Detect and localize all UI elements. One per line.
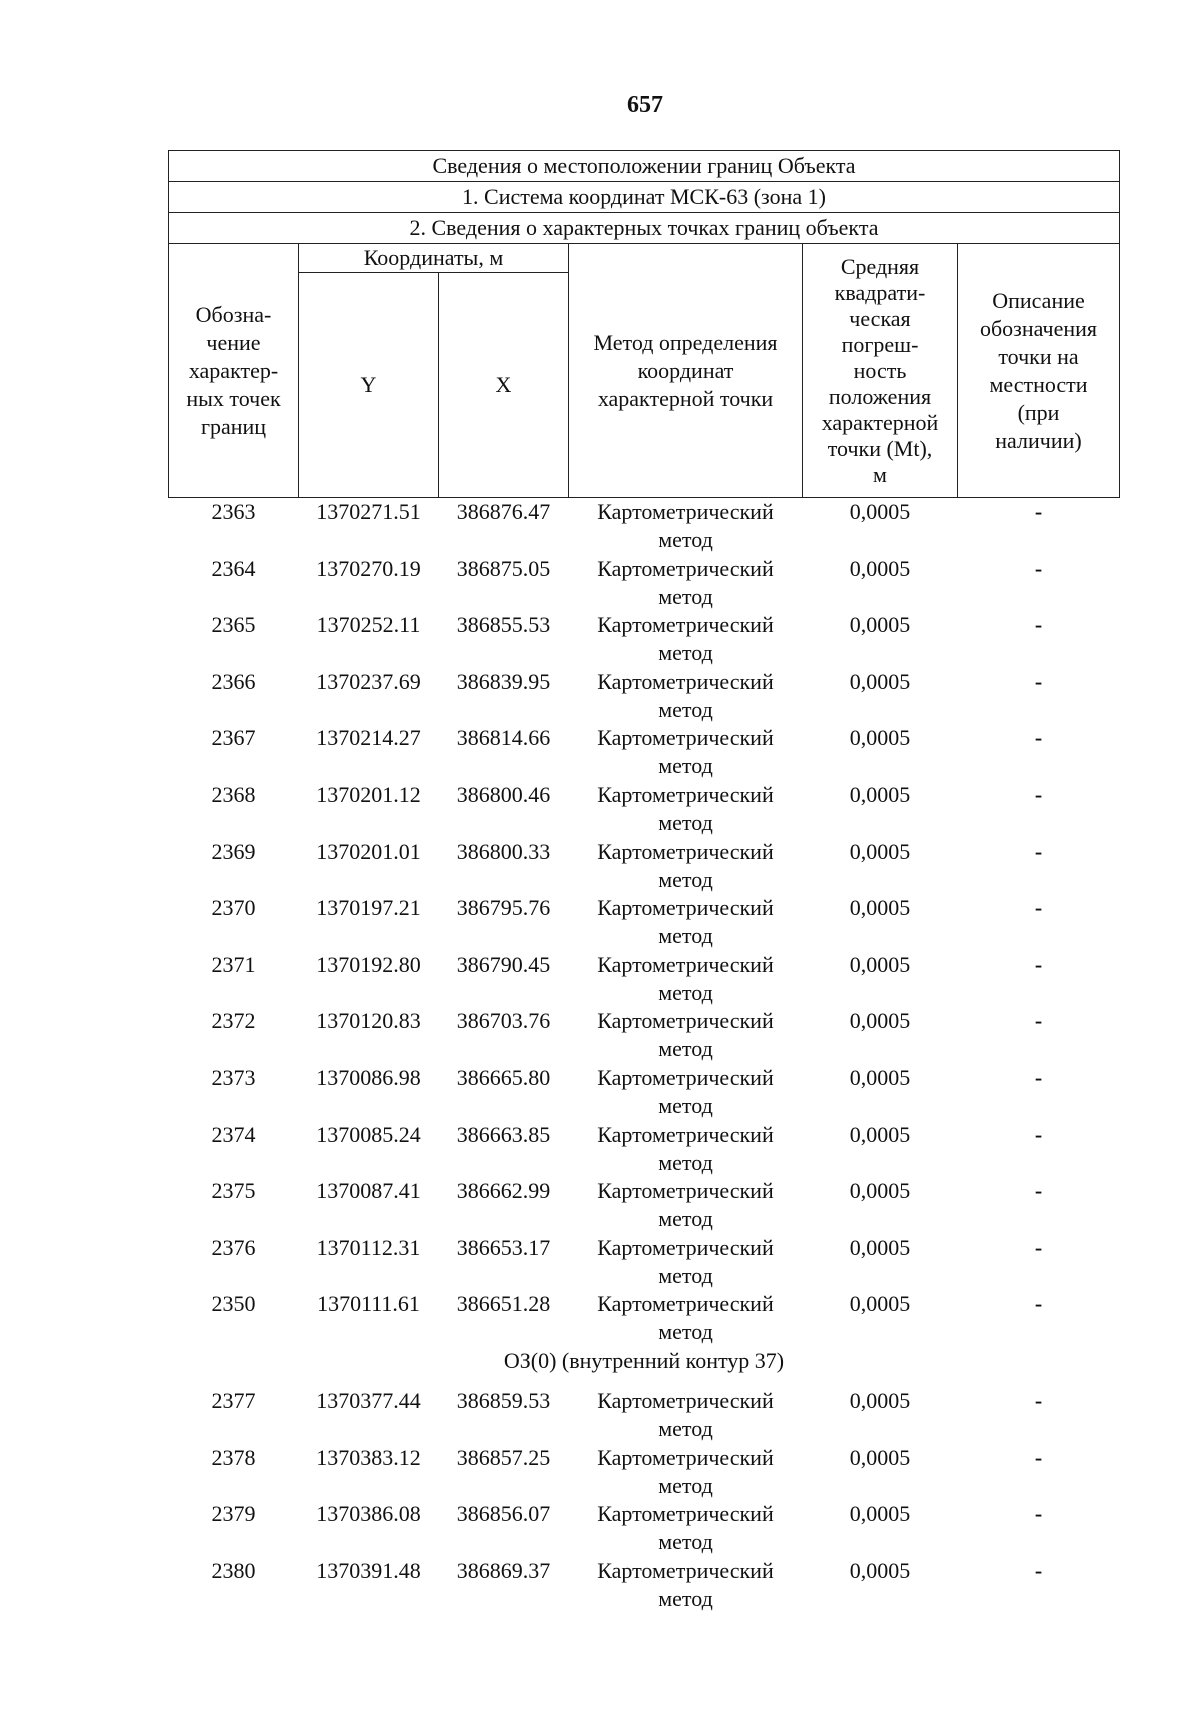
cell-method: Картометрический метод [597, 1387, 774, 1441]
cell-desc: - [1034, 612, 1043, 638]
cell-x: 386703.76 [456, 1008, 551, 1034]
header-description: Описание обозначения точки на местности (при наличии) [958, 244, 1120, 498]
cell-point: 2368 [211, 781, 256, 807]
table-row [169, 838, 1120, 895]
cell-y: 1370086.98 [316, 1064, 421, 1090]
cell-method: Картометрический метод [597, 1234, 774, 1288]
cell-method: Картометрический метод [597, 555, 774, 609]
cell-point: 2363 [211, 499, 256, 524]
cell-mt: 0,0005 [849, 1121, 911, 1147]
cell-y: 1370087.41 [316, 1178, 421, 1204]
table-row [169, 1177, 1120, 1234]
cell-mt: 0,0005 [849, 895, 911, 921]
cell-mt: 0,0005 [849, 1064, 911, 1090]
cell-method: Картометрический метод [597, 1501, 774, 1555]
coordinate-system-title: 1. Система координат МСК-63 (зона 1) [169, 182, 1120, 213]
cell-x: 386839.95 [456, 668, 551, 694]
cell-y: 1370214.27 [316, 725, 421, 751]
cell-method: Картометрический метод [597, 781, 774, 835]
cell-desc: - [1034, 1234, 1043, 1260]
cell-y: 1370120.83 [316, 1008, 421, 1034]
table-row [169, 668, 1120, 725]
table-row [169, 951, 1120, 1008]
cell-x: 386800.46 [456, 781, 551, 807]
cell-mt: 0,0005 [849, 951, 911, 977]
table-header [169, 151, 1120, 498]
cell-method: Картометрический метод [597, 612, 774, 666]
cell-mt: 0,0005 [849, 1444, 911, 1470]
cell-mt: 0,0005 [849, 1557, 911, 1583]
cell-x: 386653.17 [456, 1234, 551, 1260]
cell-x: 386662.99 [456, 1178, 551, 1204]
cell-desc: - [1034, 1387, 1043, 1413]
cell-x: 386869.37 [456, 1557, 551, 1583]
cell-mt: 0,0005 [849, 1234, 911, 1260]
cell-point: 2375 [211, 1178, 256, 1204]
cell-y: 1370111.61 [317, 1291, 420, 1317]
cell-x: 386651.28 [456, 1291, 551, 1317]
cell-point: 2366 [211, 668, 256, 694]
cell-y: 1370197.21 [316, 895, 421, 921]
cell-point: 2377 [211, 1387, 256, 1413]
cell-y: 1370201.12 [316, 781, 421, 807]
cell-x: 386663.85 [456, 1121, 551, 1147]
header-x: X [439, 273, 569, 498]
cell-method: Картометрический метод [597, 725, 774, 779]
cell-y: 1370383.12 [316, 1444, 421, 1470]
cell-y: 1370085.24 [316, 1121, 421, 1147]
cell-point: 2365 [211, 612, 256, 638]
cell-mt: 0,0005 [849, 1291, 911, 1317]
table-title: Сведения о местоположении границ Объекта [169, 151, 1120, 182]
cell-point: 2371 [211, 951, 256, 977]
table-row [169, 498, 1120, 555]
cell-method: Картометрический метод [597, 1008, 774, 1062]
cell-desc: - [1034, 838, 1043, 864]
cell-x: 386800.33 [456, 838, 551, 864]
header-accuracy: Средняя квадрати- ческая погреш- ность положения характерной точки (Mt), м [803, 244, 958, 498]
table-row [169, 1290, 1120, 1347]
cell-desc: - [1034, 1008, 1043, 1034]
cell-mt: 0,0005 [849, 838, 911, 864]
page-number: 657 [627, 92, 663, 118]
cell-y: 1370386.08 [316, 1501, 421, 1527]
table-row [169, 1007, 1120, 1064]
cell-x: 386855.53 [456, 612, 551, 638]
table-row [169, 1557, 1120, 1614]
cell-desc: - [1034, 895, 1043, 921]
cell-mt: 0,0005 [849, 668, 911, 694]
cell-x: 386790.45 [456, 951, 551, 977]
cell-method: Картометрический метод [597, 499, 774, 552]
cell-method: Картометрический метод [597, 1178, 774, 1232]
cell-mt: 0,0005 [849, 1008, 911, 1034]
cell-method: Картометрический метод [597, 668, 774, 722]
cell-point: 2350 [211, 1291, 256, 1317]
cell-y: 1370192.80 [316, 951, 421, 977]
table-row [169, 1064, 1120, 1121]
cell-desc: - [1034, 1291, 1043, 1317]
cell-desc: - [1034, 499, 1043, 524]
cell-y: 1370377.44 [316, 1387, 421, 1413]
cell-method: Картометрический метод [597, 1291, 774, 1345]
cell-x: 386857.25 [456, 1444, 551, 1470]
table-row [169, 1387, 1120, 1444]
cell-point: 2364 [211, 555, 256, 581]
points-section-title: 2. Сведения о характерных точках границ объекта [169, 213, 1120, 244]
cell-desc: - [1034, 1064, 1043, 1090]
cell-point: 2380 [211, 1557, 256, 1583]
cell-mt: 0,0005 [849, 1501, 911, 1527]
cell-method: Картометрический метод [597, 1444, 774, 1498]
cell-point: 2372 [211, 1008, 256, 1034]
cell-y: 1370252.11 [316, 612, 421, 638]
cell-desc: - [1034, 725, 1043, 751]
cell-x: 386859.53 [456, 1387, 551, 1413]
cell-point: 2378 [211, 1444, 256, 1470]
table-row [169, 781, 1120, 838]
cell-desc: - [1034, 1121, 1043, 1147]
cell-y: 1370391.48 [316, 1557, 421, 1583]
header-method: Метод определения координат характерной точки [569, 244, 803, 498]
cell-desc: - [1034, 555, 1043, 581]
cell-x: 386795.76 [456, 895, 551, 921]
cell-mt: 0,0005 [849, 612, 911, 638]
section-title: ОЗ(0) (внутренний контур 37) [503, 1347, 785, 1373]
cell-x: 386665.80 [456, 1064, 551, 1090]
cell-point: 2379 [211, 1501, 256, 1527]
cell-mt: 0,0005 [849, 1387, 911, 1413]
table-row [169, 894, 1120, 951]
cell-y: 1370271.51 [316, 499, 421, 524]
cell-mt: 0,0005 [849, 781, 911, 807]
cell-method: Картометрический метод [597, 1064, 774, 1118]
table-row [169, 1500, 1120, 1557]
cell-point: 2370 [211, 895, 256, 921]
cell-mt: 0,0005 [849, 499, 911, 524]
cell-point: 2367 [211, 725, 256, 751]
table-row [169, 1444, 1120, 1501]
table-row [169, 1121, 1120, 1178]
boundary-points-table [168, 150, 1120, 1613]
table-body [169, 498, 1120, 1614]
cell-y: 1370201.01 [316, 838, 421, 864]
cell-point: 2369 [211, 838, 256, 864]
cell-x: 386875.05 [456, 555, 551, 581]
cell-mt: 0,0005 [849, 1178, 911, 1204]
cell-desc: - [1034, 1501, 1043, 1527]
header-point-designation: Обозна- чение характер- ных точек границ [169, 244, 299, 498]
cell-desc: - [1034, 1444, 1043, 1470]
table-row [169, 611, 1120, 668]
cell-method: Картометрический метод [597, 1557, 774, 1611]
table-row [169, 555, 1120, 612]
cell-mt: 0,0005 [849, 725, 911, 751]
cell-desc: - [1034, 1557, 1043, 1583]
cell-point: 2374 [211, 1121, 256, 1147]
header-coordinates: Координаты, м [299, 244, 569, 273]
cell-method: Картометрический метод [597, 838, 774, 892]
cell-method: Картометрический метод [597, 895, 774, 949]
cell-x: 386856.07 [456, 1501, 551, 1527]
header-y: Y [299, 273, 439, 498]
cell-desc: - [1034, 781, 1043, 807]
cell-desc: - [1034, 1178, 1043, 1204]
cell-mt: 0,0005 [849, 555, 911, 581]
cell-method: Картометрический метод [597, 951, 774, 1005]
section-row [169, 1347, 1120, 1387]
cell-x: 386876.47 [456, 499, 551, 524]
cell-desc: - [1034, 951, 1043, 977]
cell-y: 1370270.19 [316, 555, 421, 581]
table-row [169, 724, 1120, 781]
cell-desc: - [1034, 668, 1043, 694]
cell-y: 1370112.31 [316, 1234, 421, 1260]
table-row [169, 1234, 1120, 1291]
cell-method: Картометрический метод [597, 1121, 774, 1175]
cell-point: 2373 [211, 1064, 256, 1090]
cell-x: 386814.66 [456, 725, 551, 751]
cell-point: 2376 [211, 1234, 256, 1260]
cell-y: 1370237.69 [316, 668, 421, 694]
